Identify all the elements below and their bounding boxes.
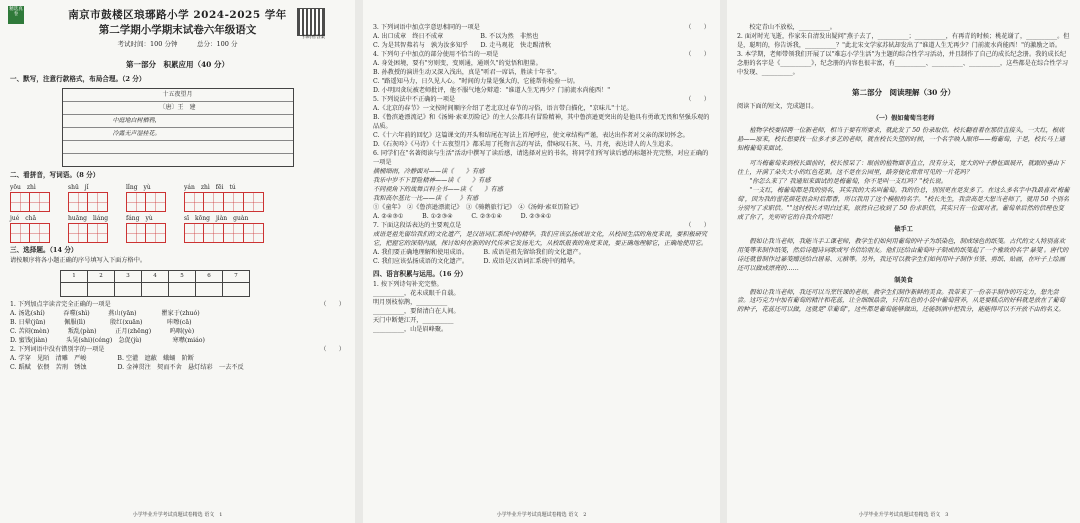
exam-page-3 [727,0,1080,523]
pinyin-text: sī kōng jiàn guàn [184,214,249,222]
page-footer: 小学毕业升学考试真题试卷精选 语文 3 [858,511,949,518]
poem-blank-line [63,154,293,166]
question: 2. 面对时光飞逝，作家朱自清发出疑问"燕子去了，__________；__________，有再青的时候；桃花谢了，__________。但是，聪明的，你告诉我，__________？"此北宋文学家苏轼却发出了"谁道人生无再少？门前流水尚能西！"的激励之语。 [737,32,1070,49]
exam-info: 考试时间：100 分钟 总分：100 分 [117,40,238,49]
option: A. 学穿 见陌 清雕 严峻 B. 空灌 遮蔽 蛾蛹 阶断 [10,355,194,363]
poem-box [62,88,294,167]
answer-num: 2 [88,271,115,283]
answer-table [60,270,250,297]
pinyin-row [10,184,345,212]
question: 1. 下列加点字读音完全正确的一项是 （ ） [10,301,345,309]
answer-num: 1 [61,271,88,283]
pinyin-text: fáng yù [126,214,153,222]
question: 3. 下列词语中加点字意思相同的一项是 （ ） [373,24,710,31]
question: 2. 下列词语中没有错别字的一项是 （ ） [10,346,345,354]
fill-line: __________，花未成眼千自载。 [373,290,460,298]
passage: "一支红，梅葡萄都是我的别名，其实我的大名叫葡萄。我的份总，别别更在是发多了。在这么多名字中我最喜欢'梅葡萄'，因为我的蕾花颜花很会时后都香，所以我用了这个模般的名字。"校长先生，我尝高是大想当老师了，就用 50 个别名分别写了求职信。""这时校长才明白过来，原然自己收到了 50 份求职信，其实只有一位面对者。葡萄单后然的信理也变成了你了，先听听它的自我介绍吧！ [737,186,1070,221]
answer-line: 我和高尔基比一比——读《 》有感 [373,194,479,202]
passage-subheading: 制美食 [894,276,913,284]
answer-line: 摘桶细雨，冷静面对——读《 》有感 [373,167,485,175]
question: 4. 下列句子中加点的部分使用不恰当的一项是 （ ） [373,50,710,58]
option: A. 我们要正确地理解和使用成语。 B. 成语是祖先留给我们的文化遗产。 [373,248,585,256]
option: B. 日晕(jūn) 佩服(lì) 殷红(xuān) 咔嚓(cā) [10,319,192,327]
passage: "你怎么来了？我通知来面试的是梅葡萄，你不是叫一支红吗？"校长说。 [737,177,947,185]
pinyin-text: lǐng yù [126,183,151,191]
passage: 成语是祖先留给我们的文化遗产，是汉语词汇系统中的精华。我们应该弘扬成语文化，从校园生活的角度来说，要积极研究它，把握它的深刻内涵，探讨如何在新的时代传承它发扬光大，从校纸报表的角度来说，要正确地理解它，正确地使用它。 [373,230,708,247]
option: C. "路遥知马力，日久见人心。"时间的力量是强大的，它能帮你检验一切。 [373,77,579,85]
pinyin-text: yōu zhì [10,183,36,191]
answer-line: 我乐中岁不下冒险精神——读《 》有感 [373,176,491,184]
exam-title: 南京市鼓楼区琅琊路小学 2024-2025 学年 [68,9,287,21]
fill-line: __________，山是眉峰聚。 [373,326,448,334]
option: D.《石灰吟》《马诗》《十五夜望月》都采用了托物言志的写法，借咏叹石灰、马、月亮，表达诗人的人生追求。 [373,140,677,148]
section-heading: 四、语言积累与运用。（16 分） [373,269,467,278]
option: A. 汤匙(shí) 吞噬(shì) 燕山(yān) 瞿家于(zhuó) [10,310,200,318]
poem-line: 冷露无声湿桂花。 [63,128,293,141]
option: ①《童年》 ②《鲁滨逊漂流记》 ③《骑鹅旅行记》 ④《汤姆·索亚历险记》 [373,203,583,211]
option: D. 蜜饯(jiàn) 头晃(shi)(céng) 急促(jù) 寒噤(miáo) [10,337,205,345]
option: C.《十六年前的回忆》这篇课文的开头和结尾在写法上首尾呼应，使文章结构严谨，表达出作者对父亲的深切怀念。 [373,131,689,139]
option: A.《北京的春节》一文按时间顺序介绍了老北京过春节的习俗，语言带白描化，"京味儿"十足。 [373,104,633,112]
option: D. 小明因贪玩被老师批评，他不服气地分辩道："谁道人生无再少？门前流水尚能西！" [373,86,611,94]
pinyin-row [10,215,345,243]
question: 5. 下列说法中不正确的一项是 （ ） [373,95,710,103]
passage: 植物学校要招聘一位新老师，相当于要有所要求，就此发了 50 份录取信。校长翻看着在那信直接头，一大红，根底悬——原来，校长想要找一位多才多艺的老师，就在校长失望的时候，一个名字映入眼帘——梅葡萄，于是，校长马上通知梅葡萄来面试。 [737,126,1065,152]
option: A. 身处困境，要有"穷则变，变则通，通则久"的觉悟和胆量。 [373,59,542,67]
exam-badge: 精选真卷 [8,6,24,24]
option: A. ②④③① B. ①②③④ C. ②③①④ D. ②③④① [373,212,552,220]
part-heading: 第二部分 阅读理解（30 分） [851,87,956,97]
option: B.《鲁滨逊漂流记》和《汤姆·索亚历险记》的主人公都具有冒险精神，其中鲁滨逊更突出的是他具有勇敢无畏和坚强乐观的品质。 [373,113,710,130]
passage-subheading: 做手工 [894,225,913,233]
section-heading: 三、选择题。（14 分） [10,245,78,254]
fill-line: 天门中断楚江开，__________ [373,317,454,325]
fill-line: 校定青山不放松，__________。 [737,24,836,31]
poem-author: 〔唐〕王 建 [63,102,293,115]
question: 7. 下面这段话表达的主要观点是 （ ） [373,221,710,229]
qr-caption: 扫码看答案 [302,35,325,40]
answer-num: 6 [196,271,223,283]
section-heading: 二、看拼音，写词语。（8 分） [10,171,100,180]
qr-code [297,8,325,36]
poem-line: 中庭地白树栖鸦， [63,115,293,128]
fill-line: __________，要留清白在人间。 [373,308,460,316]
passage: 可当梅葡萄来到校长面前时，校长惊呆了：眼前的植物面非直立，没有分支，宽大的叶子静怔面展开，就跟的垂由下往上，开满了朵失大小的红色花果。这不是在公园里，路旁便化常常可见的一片花吗？ [737,159,1065,176]
passage-title: （一）假如葡萄当老师 [872,114,935,122]
option: A. 出口成章 终日不成章 B. 不以为然 非然也 [373,32,539,40]
answer-num: 5 [169,271,196,283]
option: C. 为是其智弗若与 孰为汝多知乎 D. 走马观花 快走踢清秋 [373,41,551,49]
section-heading: 一、默写，注意行款格式，布局合理。（2 分） [10,74,146,83]
poem-blank-line [63,141,293,154]
exam-page-1 [0,0,355,523]
instruction: 阅读下面的短文，完成题目。 [737,102,818,110]
answer-line: 不同视角下的战舞百科全书——读《 》有感 [373,185,503,193]
question: 6. 同学们在"名著阅读与生活"活动中撰写了读后感，请选择对应的书名，将同学们所写读后感的标题补充完整，对应正确的一项是 [373,149,709,166]
passage: 假如让我当老师，我能当手工课老师，教学生们如何用葡萄的叶子为纸染色，制成绿色的纸笺。古代的文人特别喜欢用笺等来制作纸笺，然后诗题诗词歌或写书信给朋友。他们还给由葡萄叶子制成的纸笺起了一个雅致的名字'暴笺'。唐代的诗还就曾制作过暴笺赠送给白居易、元稹等。另外，我还可以教学生们如何用叶子制作书签、剪纸、贴画，在叶子上绘画还可以做成漂亮的…… [737,237,1069,272]
fill-line: 明月别枝惊鹊，__________ [373,299,448,307]
page-footer: 小学毕业升学考试真题试卷精选 语文 2 [496,511,587,518]
question: 3. 本学期，老师带领我们开展了以"难忘小学生活"为主题的综合性学习活动，并且制作了自己的成长纪念册。我的成长纪念册的名字是《__________》，纪念册的内容也很丰富，有__________、__________、__________，这些都是在综合性学习中发现、__________。 [737,50,1069,76]
part-heading: 第一部分 积累应用（40 分） [125,59,230,69]
question: 1. 按下列诗句补充完整。 [373,281,443,289]
option: B. 孙教授的演讲生动又深入浅出，真是"听君一席话，胜读十年书"。 [373,68,561,76]
passage: 假如让我当老师，我还可以当烹饪课的老师，教学生们制作新鲜的美食。我带来了一份亲手制作的巧克力，想先尝尝。这巧克力中加有葡萄的精汁和花蕊，让全细细品尝，只有红色的小袋中葡萄营养，从是要糕点的好料就是放在了葡萄的种子，花蕊还可以做，这就是"草葡萄"，这些都是葡萄能够做出，还能制酒中把我分，能能得可以不开放不由的名义。 [737,288,1065,314]
option: C. 蹈赋 依偎 苦刑 锈蚀 D. 金神贯注 契而不舍 悬灯结彩 一去不反 [10,364,244,372]
instruction: 请按顺序将各小题正确的序号填写入下面方格中。 [10,257,147,265]
option: C. 苦闷(mèn) 叛乱(pàn) 正月(zhēng) 呜咽(yè) [10,328,195,336]
exam-page-2 [363,0,720,523]
answer-num: 7 [223,271,250,283]
answer-num: 3 [115,271,142,283]
pinyin-text: shū jǐ [68,183,89,191]
page-footer: 小学毕业升学考试真题试卷精选 语文 1 [132,511,223,518]
answer-num: 4 [142,271,169,283]
poem-title: 十五夜望月 [63,89,293,102]
pinyin-text: jué chā [10,214,37,222]
exam-subtitle: 第二学期小学期末试卷六年级语文 [98,24,257,37]
pinyin-text: huāng liáng [68,214,109,222]
option: C. 我们应该弘扬成语的文化遗产。 D. 成语是汉语词汇系统中的精华。 [373,257,579,265]
pinyin-text: yán zhì fēi tú [184,183,236,191]
